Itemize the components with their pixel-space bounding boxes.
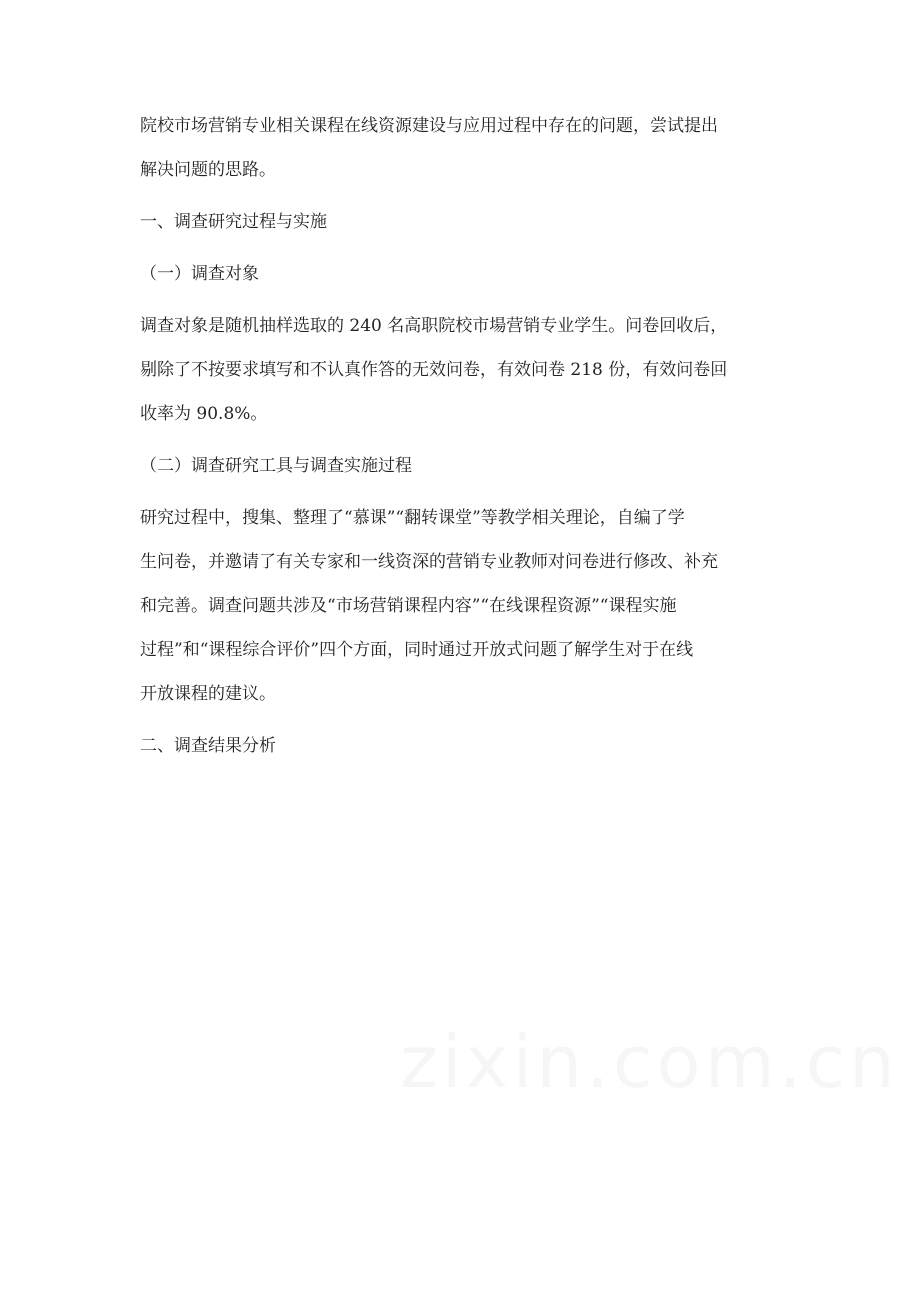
watermark (400, 1020, 899, 1104)
paragraph-line: 过程”和“课程综合评价”四个方面，同时通过开放式问题了解学生对于在线 (140, 640, 694, 660)
paragraph-line: 和完善。调查问题共涉及“市场营销课程内容”“在线课程资源”“课程实施 (140, 596, 677, 616)
document-body (140, 104, 780, 768)
paragraph-line: 调查对象是随机抽样选取的 240 名高职院校市場营销专业学生。问卷回收后， (140, 316, 728, 336)
paragraph-line: 剔除了不按要求填写和不认真作答的无效问卷，有效问卷 218 份，有效问卷回 (140, 360, 728, 380)
intro-line: 解决问题的思路。 (140, 160, 276, 180)
section-heading: 一、调查研究过程与实施 (140, 212, 327, 232)
section-heading: 二、调查结果分析 (140, 736, 276, 756)
intro-line: 院校市场营销专业相关课程在线资源建设与应用过程中存在的问题，尝试提出 (140, 116, 718, 136)
paragraph-line: 开放课程的建议。 (140, 684, 276, 704)
paragraph-line: 生问卷，并邀请了有关专家和一线资深的营销专业教师对问卷进行修改、补充 (140, 552, 718, 572)
paragraph-line: 研究过程中，搜集、整理了“慕课”“翻转课堂”等教学相关理论，自编了学 (140, 508, 685, 528)
subsection-heading: （一）调查对象 (140, 264, 259, 284)
subsection-heading: （二）调查研究工具与调查实施过程 (140, 456, 412, 476)
paragraph-line: 收率为 90.8%。 (140, 404, 268, 424)
